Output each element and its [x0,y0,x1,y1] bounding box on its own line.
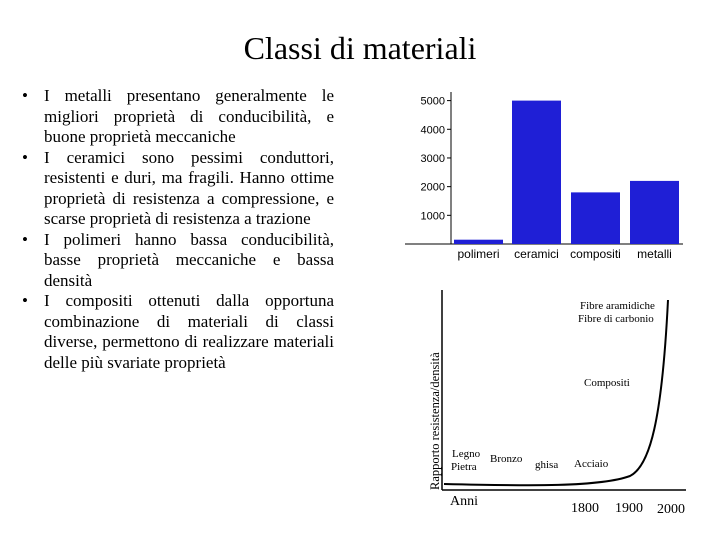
page-title: Classi di materiali [243,30,477,66]
year-tick-1800: 1800 [571,501,599,516]
label-compositi: Compositi [584,377,630,389]
trend-x-label: Anni [450,494,478,509]
bar-polimeri [454,240,503,244]
bullet-text: I compositi ottenuti dalla opportuna combinazione di materiali di classi diverse, permettono di realizzare materiali delle più svariate proprietà [44,291,334,372]
bullet-text: I ceramici sono pessimi conduttori, resistenti e duri, ma fragili. Hanno ottime proprietà di resistenza a compressione, e scarse proprietà di resistenza a trazione [44,147,334,228]
label-fibre-carbonio: Fibre di carbonio [578,313,654,325]
bar-category-label: metalli [637,247,672,261]
bar-category-label: polimeri [457,247,500,261]
label-bronzo: Bronzo [490,453,523,465]
label-fibre-aramidiche: Fibre aramidiche [580,300,655,312]
bar-y-tick-label: 1000 [420,210,445,223]
bar-y-tick-label: 2000 [420,181,445,194]
bullet-text: I polimeri hanno bassa conducibilità, basse proprietà meccaniche e bassa densità [44,229,334,290]
bullet-symbol: • [22,86,28,105]
year-tick-1900: 1900 [615,501,643,516]
label-ghisa: ghisa [535,459,559,471]
bar-y-tick-label: 3000 [420,152,445,165]
bar-ceramici [512,101,561,244]
label-legno: Legno [452,448,481,460]
label-acciaio: Acciaio [574,458,609,470]
bullet-symbol: • [22,147,28,167]
trend-y-label: Rapporto resistenza/densità [428,352,442,490]
bar-category-label: compositi [570,247,621,261]
bar-y-tick-label: 4000 [420,124,445,137]
bar-metalli [630,181,679,244]
bar-compositi [571,192,620,244]
trend-chart [428,290,686,517]
year-tick-2000: 2000 [657,502,685,517]
bar-chart [405,92,683,261]
bullet-symbol: • [22,229,28,249]
label-pietra: Pietra [451,461,477,473]
bullet-symbol: • [22,291,28,310]
bullet-text: I metalli presentano generalmente le migliori proprietà di conducibilità, e buone proprietà meccaniche [44,86,334,146]
bar-category-label: ceramici [514,247,559,261]
bar-y-tick-label: 5000 [420,95,445,108]
